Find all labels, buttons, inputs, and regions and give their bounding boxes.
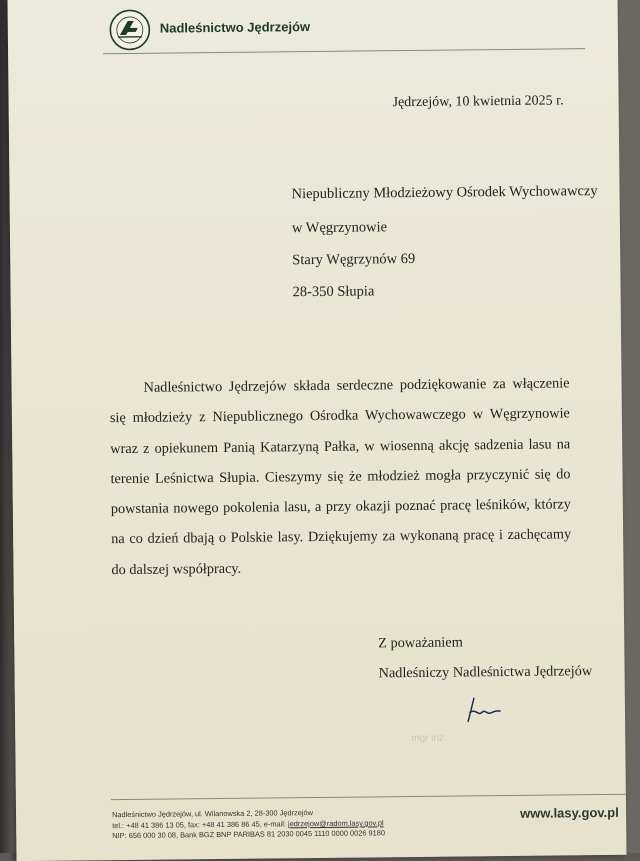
brand-name: Nadleśnictwo Jędrzejów (159, 19, 311, 36)
recipient-line-3: Stary Węgrzynów 69 (292, 250, 416, 269)
footer-bank-info: NIP: 656 000 30 08, Bank BGŻ BNP PARIBAS 81 2030 0045 1110 0000 0026 9180 (112, 828, 386, 841)
recipient-line-1: Niepubliczny Młodzieżowy Ośrodek Wychowawczy (291, 183, 598, 203)
letter-sheet (8, 0, 627, 861)
handwritten-signature (460, 694, 510, 725)
recipient-line-4: 28-350 Słupia (292, 283, 375, 301)
header-divider (103, 48, 585, 54)
footer-phone-fax: tel.: +48 41 386 13 05, fax: +48 41 386 86 45, e-mail: (112, 819, 287, 831)
letter-body (109, 368, 571, 585)
recipient-line-2: w Węgrzynowie (291, 219, 388, 237)
footer-address: Nadleśnictwo Jędrzejów, ul. Wilanowska 2, 28-300 Jędrzejów (112, 808, 313, 820)
stamp-text: mgr inż. (411, 732, 447, 745)
letter-body-paragraph: Nadleśnictwo Jędrzejów składa serdeczne podziękowanie za włączenie się młodzieży z Niepublicznego Ośrodka Wychowawczego w Węgrzynowie wraz z opiekunem Panią Katarzyną Pałka, w wiosenną akcję sadzenia lasu na terenie Leśnictwa Słupia. Cieszymy się że młodzież mogła przyczynić się do powstania nowego pokolenia lasu, a przy okazji poznać pracę leśników, którzy na co dzień dbają o Polskie lasy. Dziękujemy za wykonaną pracę i zachęcamy do dalszej współpracy. (109, 375, 572, 578)
lasy-panstwowe-logo (109, 9, 151, 51)
footer-website[interactable]: www.lasy.gov.pl (519, 804, 619, 821)
footer-email-link[interactable]: jedrzejow@radom.lasy.gov.pl (287, 818, 384, 829)
footer-divider (111, 794, 626, 800)
signatory-title: Nadleśniczy Nadleśnictwa Jędrzejów (378, 663, 593, 682)
closing-text: Z poważaniem (378, 634, 463, 652)
letter-date: Jędrzejów, 10 kwietnia 2025 r. (392, 93, 564, 111)
